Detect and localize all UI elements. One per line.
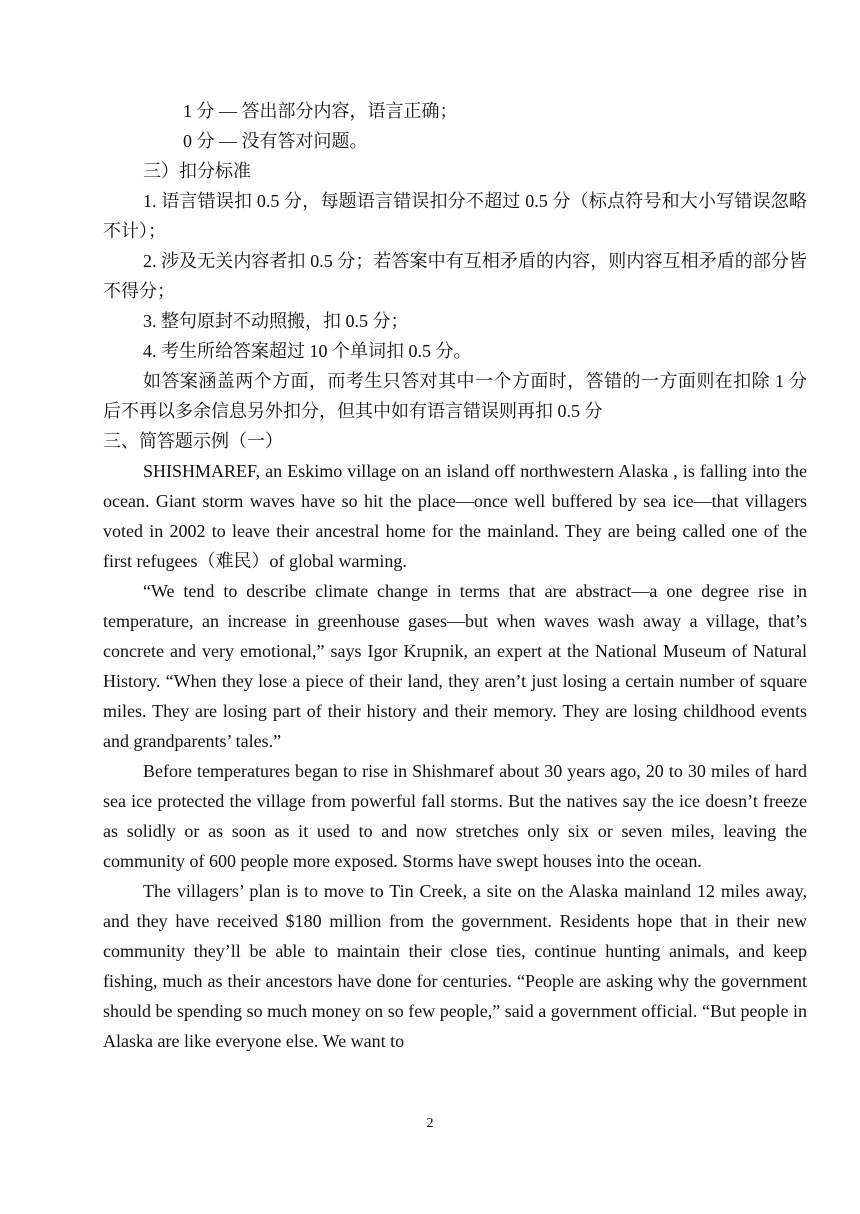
deduction-rule-1: 1. 语言错误扣 0.5 分，每题语言错误扣分不超过 0.5 分（标点符号和大小写错误忽略不计）； (103, 191, 807, 241)
deduction-rule-4: 4. 考生所给答案超过 10 个单词扣 0.5 分。 (143, 341, 472, 361)
passage-paragraph-4: The villagers’ plan is to move to Tin Creek, a site on the Alaska mainland 12 miles away, and they have received $180 million from the government. Residents hope that in their new community they’ll be able to maintain their close ties, continue hunting animals, and keep fishing, much as their ancestors have done for centuries. “People are asking why the government should be spending so much money on so few people,” said a government official. “But people in Alaska are like everyone else. We want to (103, 881, 807, 1051)
score-1-line: 1 分 — 答出部分内容，语言正确； (183, 101, 458, 121)
deduction-heading: 三）扣分标准 (143, 161, 251, 181)
score-0-line: 0 分 — 没有答对问题。 (183, 131, 368, 151)
passage-paragraph-1: SHISHMAREF, an Eskimo village on an island off northwestern Alaska , is falling into the ocean. Giant storm waves have so hit the place—once well buffered by sea ice—that villagers voted in 2002 to leave their ancestral home for the mainland. They are being called one of the first refugees（难民）of global warming. (103, 461, 807, 571)
passage-paragraph-2: “We tend to describe climate change in terms that are abstract—a one degree rise in temperature, an increase in greenhouse gases—but when waves wash away a village, that’s concrete and very emotional,” says Igor Krupnik, an expert at the National Museum of Natural History. “When they lose a piece of their land, they aren’t just losing a certain number of square miles. They are losing part of their history and their memory. They are losing childhood events and grandparents’ tales.” (103, 581, 807, 751)
deduction-rule-3: 3. 整句原封不动照搬，扣 0.5 分； (143, 311, 409, 331)
deduction-rule-2: 2. 涉及无关内容者扣 0.5 分；若答案中有互相矛盾的内容，则内容互相矛盾的部分皆不得分； (103, 251, 807, 301)
section-heading: 三、简答题示例（一） (103, 431, 283, 451)
deduction-note: 如答案涵盖两个方面，而考生只答对其中一个方面时，答错的一方面则在扣除 1 分后不再以多余信息另外扣分，但其中如有语言错误则再扣 0.5 分 (103, 371, 807, 421)
passage-paragraph-3: Before temperatures began to rise in Shishmaref about 30 years ago, 20 to 30 miles of hard sea ice protected the village from powerful fall storms. But the natives say the ice doesn’t freeze as solidly or as soon as it used to and now stretches only six or seven miles, leaving the community of 600 people more exposed. Storms have swept houses into the ocean. (103, 761, 807, 871)
document-page (103, 96, 807, 1056)
page-number: 2 (426, 1116, 434, 1131)
